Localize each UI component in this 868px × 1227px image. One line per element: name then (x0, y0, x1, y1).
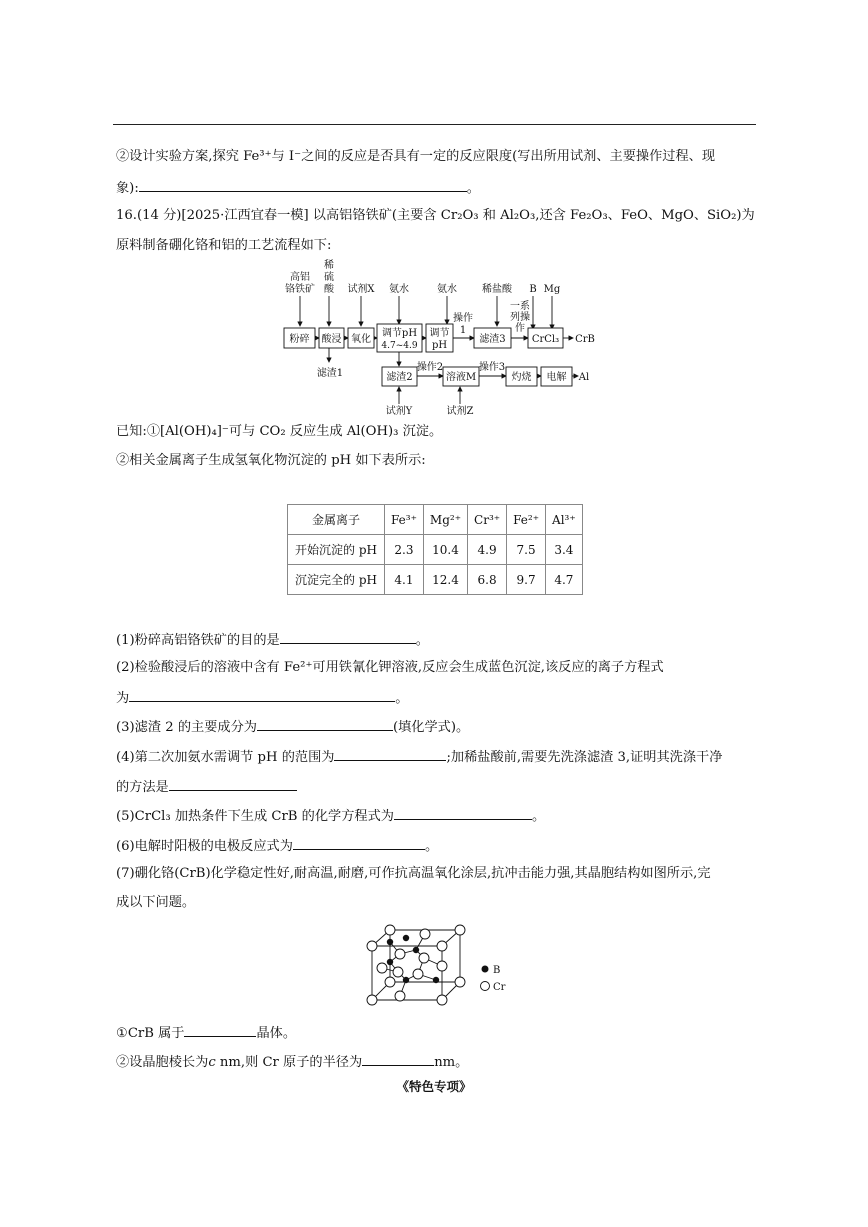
prev-question-line2: 象): 。 (116, 177, 480, 199)
answer-blank[interactable] (139, 177, 467, 192)
flow-input: 稀 (324, 260, 334, 271)
flow-op: 操作 (453, 313, 473, 324)
table-cell: 4.7 (546, 565, 583, 595)
legend-b-label: B (493, 965, 501, 976)
subq-4a: (4)第二次加氨水需调节 pH 的范围为 ;加稀盐酸前,需要先洗涤滤渣 3,证明其洗涤干净 (116, 746, 722, 768)
table-row (288, 535, 583, 565)
table-cell: 4.9 (468, 535, 507, 565)
answer-blank[interactable] (129, 687, 395, 702)
flow-node: 调节pH (381, 328, 418, 339)
flow-node: 灼烧 (511, 372, 532, 383)
subq-5: (5)CrCl₃ 加热条件下生成 CrB 的化学方程式为 。 (116, 805, 545, 827)
subq-4b: 的方法是 (116, 776, 297, 798)
flow-op: 列操 (510, 312, 530, 323)
flow-node: 氧化 (351, 334, 371, 345)
answer-blank[interactable] (293, 835, 425, 850)
flow-input: 氨水 (389, 284, 409, 295)
table-header-cell: Mg²⁺ (423, 505, 467, 535)
ph-table (287, 504, 583, 595)
flow-input: 试剂X (347, 284, 375, 295)
flow-input: B (529, 284, 537, 295)
q16-header2: 原料制备硼化铬和铝的工艺流程如下: (116, 238, 332, 253)
subq-6: (6)电解时阳极的电极反应式为 。 (116, 835, 438, 857)
flow-node: 电解 (546, 372, 567, 383)
flow-reagent: 试剂Z (446, 406, 474, 417)
known-1: 已知:①[Al(OH)₄]⁻可与 CO₂ 反应生成 Al(OH)₃ 沉淀。 (116, 424, 443, 439)
flow-input: 酸 (324, 284, 334, 295)
top-rule (113, 124, 756, 125)
page-footer: 《特色专项》 (396, 1079, 472, 1094)
subq-7-1: ①CrB 属于 晶体。 (116, 1022, 296, 1044)
process-flowchart (270, 256, 600, 418)
flow-output: 滤渣1 (316, 368, 344, 379)
flow-output: Al (578, 372, 590, 383)
flow-reagent: 试剂Y (385, 406, 413, 417)
table-cell: 9.7 (507, 565, 546, 595)
q16-header: 16.(14 分)[2025·江西宜春一模] 以高铝铬铁矿(主要含 Cr₂O₃ 和 Al₂O₃,还含 Fe₂O₃、FeO、MgO、SiO₂)为 (116, 208, 755, 223)
flow-node: pH (431, 340, 448, 351)
answer-blank[interactable] (257, 716, 393, 731)
table-cell: 沉淀完全的 pH (288, 565, 385, 595)
crystal-cell-diagram (360, 922, 510, 1008)
legend-b-marker (482, 966, 489, 973)
table-header-row (288, 505, 583, 535)
legend-cr-marker (481, 982, 490, 991)
legend-cr-label: Cr (493, 982, 506, 993)
table-cell: 4.1 (385, 565, 424, 595)
flow-op: 操作2 (416, 362, 444, 373)
flow-input: 氨水 (437, 284, 457, 295)
flow-node: 滤渣3 (479, 334, 506, 345)
table-header-cell: Al³⁺ (546, 505, 583, 535)
flow-input: Mg (543, 284, 561, 295)
flow-op: 操作3 (478, 362, 506, 373)
subq-2a: (2)检验酸浸后的溶液中含有 Fe²⁺可用铁氰化钾溶液,反应会生成蓝色沉淀,该反应的离子方程式 (116, 660, 664, 675)
table-header-cell: Fe²⁺ (507, 505, 546, 535)
flow-node: 调节 (429, 328, 450, 339)
subq-2b: 为 。 (116, 687, 408, 709)
table-cell: 12.4 (423, 565, 467, 595)
table-cell: 开始沉淀的 pH (288, 535, 385, 565)
known-2: ②相关金属离子生成氢氧化物沉淀的 pH 如下表所示: (116, 453, 426, 468)
answer-blank[interactable] (169, 776, 297, 791)
answer-blank[interactable] (362, 1051, 434, 1066)
flow-input: 稀盐酸 (482, 284, 512, 295)
subq-7b: 成以下问题。 (116, 895, 196, 910)
flow-input: 硫 (324, 272, 334, 283)
flow-op: 作 (515, 323, 525, 334)
prev-question-line1: ②设计实验方案,探究 Fe³⁺与 I⁻之间的反应是否具有一定的反应限度(写出所用试剂、主要操作过程、现 (116, 149, 716, 164)
answer-blank[interactable] (334, 746, 446, 761)
flow-node: 溶液M (445, 372, 477, 383)
flow-op: 一系 (510, 301, 530, 312)
table-header-cell: Fe³⁺ (385, 505, 424, 535)
flow-node: 粉碎 (289, 334, 310, 345)
table-header-cell: 金属离子 (288, 505, 385, 535)
flow-input: 铬铁矿 (285, 284, 315, 295)
subq-7-2: ②设晶胞棱长为c nm,则 Cr 原子的半径为 nm。 (116, 1051, 468, 1073)
flow-op: 1 (459, 325, 467, 336)
flow-node: CrCl₃ (531, 334, 560, 345)
subq-3: (3)滤渣 2 的主要成分为 (填化学式)。 (116, 716, 469, 738)
flow-input: 高铝 (290, 272, 310, 283)
table-cell: 7.5 (507, 535, 546, 565)
answer-blank[interactable] (394, 805, 532, 820)
table-header-cell: Cr³⁺ (468, 505, 507, 535)
answer-blank[interactable] (280, 629, 416, 644)
table-row (288, 565, 583, 595)
flow-output: CrB (575, 334, 595, 345)
table-cell: 6.8 (468, 565, 507, 595)
table-cell: 3.4 (546, 535, 583, 565)
flow-node: 4.7~4.9 (381, 341, 418, 351)
flow-node: 酸浸 (321, 334, 342, 345)
answer-blank[interactable] (184, 1022, 256, 1037)
flow-node: 滤渣2 (386, 372, 413, 383)
subq-7a: (7)硼化铬(CrB)化学稳定性好,耐高温,耐磨,可作抗高温氧化涂层,抗冲击能力强,其晶胞结构如图所示,完 (116, 866, 711, 881)
table-cell: 10.4 (423, 535, 467, 565)
subq-1: (1)粉碎高铝铬铁矿的目的是 。 (116, 629, 429, 651)
table-cell: 2.3 (385, 535, 424, 565)
